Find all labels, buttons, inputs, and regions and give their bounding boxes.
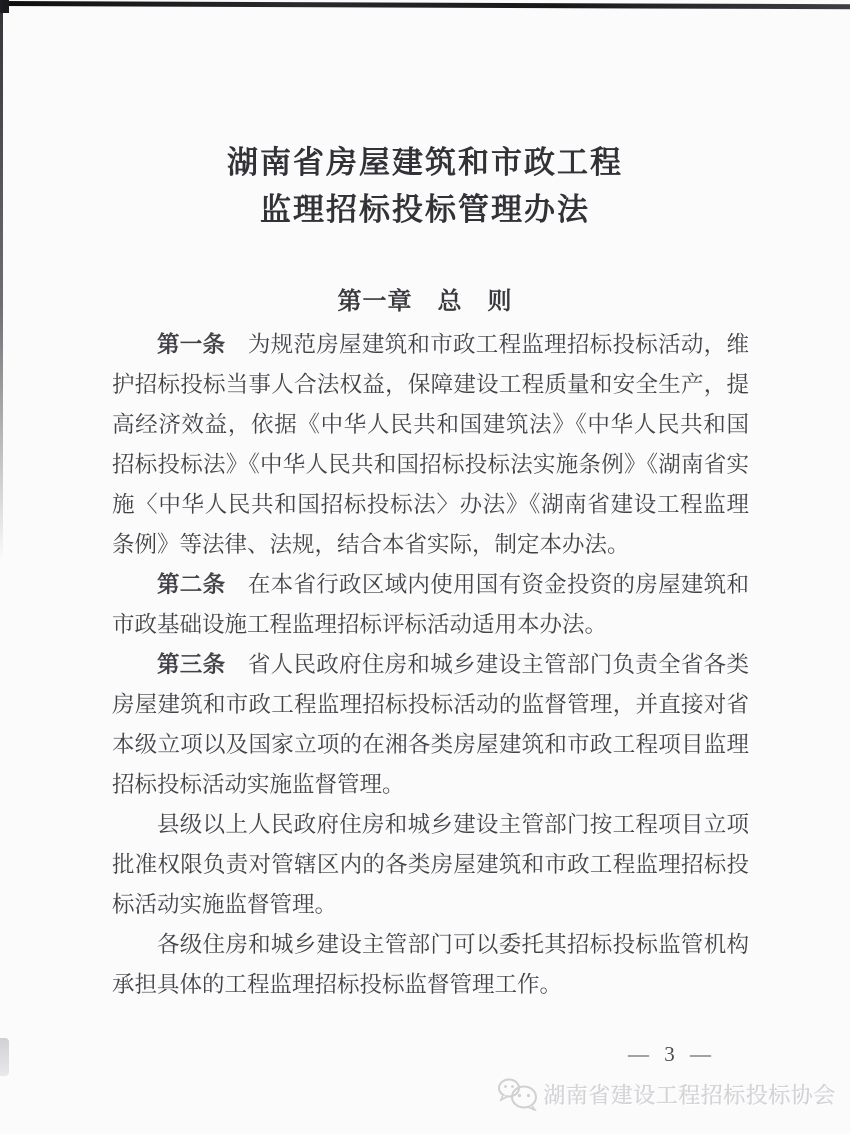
paragraph-text: 在本省行政区域内使用国有资金投资的房屋建筑和市政基础设施工程监理招标评标活动适用本办法。 [112, 572, 749, 637]
paragraph [112, 925, 749, 1005]
paragraph-text: 各级住房和城乡建设主管部门可以委托其招标投标监管机构承担具体的工程监理招标投标监督管理工作。 [112, 932, 749, 997]
scan-edge-top [0, 1, 850, 9]
wechat-icon [497, 1077, 539, 1111]
watermark [497, 1077, 836, 1111]
paragraph [112, 325, 749, 565]
document-title-line-1: 湖南省房屋建筑和市政工程 [227, 145, 623, 180]
paragraph [112, 565, 749, 645]
article-label: 第一条 [157, 332, 226, 357]
paragraph-text: 省人民政府住房和城乡建设主管部门负责全省各类房屋建筑和市政工程监理招标投标活动的监督管理，并直接对省本级立项以及国家立项的在湘各类房屋建筑和市政工程项目监理招标投标活动实施监督管理。 [112, 652, 749, 797]
document-title-line-2: 监理招标投标管理办法 [260, 192, 590, 227]
scan-smudge [0, 1038, 9, 1076]
paragraph-text: 县级以上人民政府住房和城乡建设主管部门按工程项目立项批准权限负责对管辖区内的各类房屋建筑和市政工程监理招标投标活动实施监督管理。 [112, 812, 749, 917]
document-title [0, 139, 850, 233]
paragraph-text: 为规范房屋建筑和市政工程监理招标投标活动，维护招标投标当事人合法权益，保障建设工程质量和安全生产，提高经济效益，依据《中华人民共和国建筑法》《中华人民共和国招标投标法》《中华人民共和国招标投标法实施条例》《湖南省实施〈中华人民共和国招标投标法〉办法》《湖南省建设工程监理条例》等法律、法规，结合本省实际，制定本办法。 [112, 332, 749, 557]
paragraph [112, 645, 749, 805]
document-body [112, 325, 749, 1005]
scan-edge-left [0, 0, 3, 560]
watermark-text: 湖南省建设工程招标投标协会 [543, 1082, 836, 1108]
page-number: — 3 — [628, 1042, 716, 1066]
chapter-heading: 第一章 总 则 [337, 289, 513, 315]
paragraph [112, 805, 749, 925]
article-label: 第三条 [157, 652, 226, 677]
article-label: 第二条 [157, 572, 226, 597]
